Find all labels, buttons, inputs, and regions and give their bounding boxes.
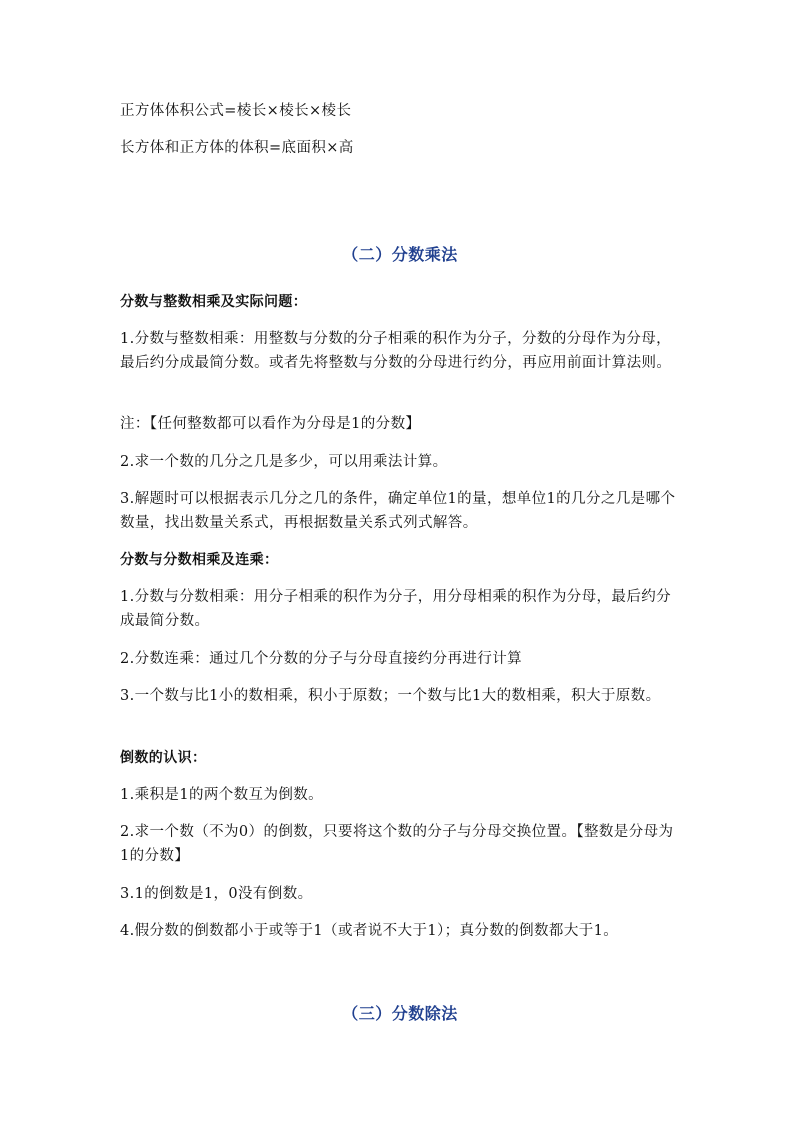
- paragraph-unit-one-method: 3.解题时可以根据表示几分之几的条件，确定单位1的量，想单位1的几分之几是哪个数量，找出数量关系式，再根据数量关系式列式解答。: [120, 491, 676, 531]
- section-heading-fraction-division: （三）分数除法: [342, 1004, 458, 1023]
- subsection-title-reciprocal: 倒数的认识：: [120, 750, 207, 766]
- paragraph-note-integer-as-fraction: 注：【任何整数都可以看作为分母是1的分数】: [120, 416, 421, 432]
- paragraph-fraction-times-fraction-rule: 1.分数与分数相乘：用分子相乘的积作为分子，用分母相乘的积作为分母，最后约分成最简分数。: [120, 589, 672, 629]
- paragraph-continuous-multiplication: 2.分数连乘：通过几个分数的分子与分母直接约分再进行计算: [120, 651, 523, 667]
- paragraph-find-reciprocal: 2.求一个数（不为0）的倒数，只要将这个数的分子与分母交换位置。【整数是分母为1的分数】: [120, 824, 674, 864]
- paragraph-fraction-of-number: 2.求一个数的几分之几是多少，可以用乘法计算。: [120, 454, 448, 470]
- subsection-title-fraction-times-fraction: 分数与分数相乘及连乘：: [120, 552, 279, 568]
- paragraph-improper-proper-reciprocal: 4.假分数的倒数都小于或等于1（或者说不大于1）；真分数的倒数都大于1。: [120, 923, 619, 939]
- paragraph-fraction-times-integer-rule: 1.分数与整数相乘：用整数与分数的分子相乘的积作为分子，分数的分母作为分母，最后约分成最简分数。或者先将整数与分数的分母进行约分，再应用前面计算法则。: [120, 331, 672, 371]
- subsection-title-fraction-times-integer: 分数与整数相乘及实际问题：: [120, 294, 308, 310]
- cuboid-volume-formula: 长方体和正方体的体积=底面积×高: [120, 140, 354, 156]
- cube-volume-formula: 正方体体积公式=棱长×棱长×棱长: [120, 103, 352, 119]
- paragraph-reciprocal-of-one-and-zero: 3.1的倒数是1，0没有倒数。: [120, 886, 313, 902]
- paragraph-reciprocal-definition: 1.乘积是1的两个数互为倒数。: [120, 787, 324, 803]
- section-heading-fraction-multiplication: （二）分数乘法: [342, 245, 458, 264]
- paragraph-product-comparison: 3.一个数与比1小的数相乘，积小于原数；一个数与比1大的数相乘，积大于原数。: [120, 688, 661, 704]
